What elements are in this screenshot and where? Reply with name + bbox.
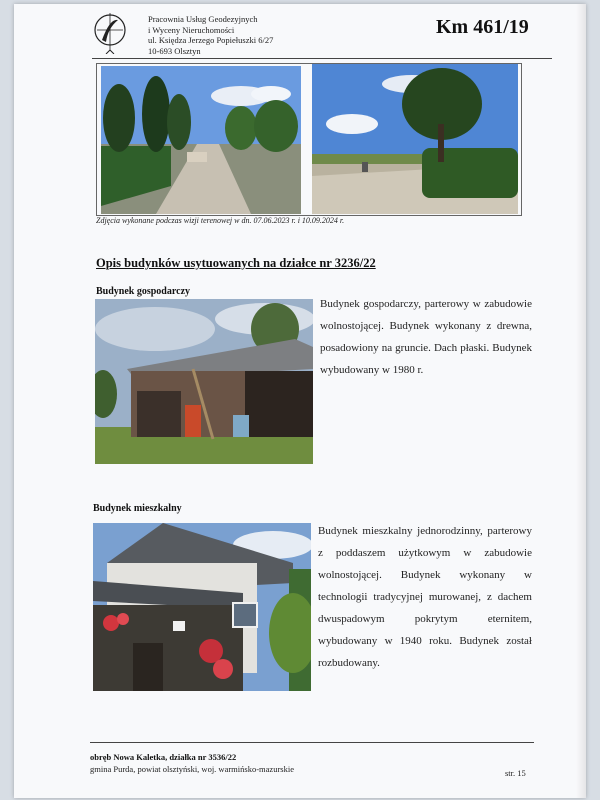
building-description-residential: Budynek mieszkalny jednorodzinny, parterowy z poddaszem użytkowym w zabudowie wolnostojącej. Budynek wykonany w technologii tradycyjnej murowanej, z dachem dwuspadowym pokrytym eternitem, wybudowany w 1940 roku. Budynek został rozbudowany. — [318, 525, 532, 669]
photo-residential-building — [93, 523, 311, 691]
header-rule — [92, 58, 552, 59]
footer-district: gmina Purda, powiat olsztyński, woj. warmińsko-mazurskie — [90, 764, 294, 774]
building-title-utility: Budynek gospodarczy — [96, 286, 191, 297]
firm-line: ul. Księdza Jerzego Popiełuszki 6/27 — [148, 35, 274, 45]
firm-line: 10-693 Olsztyn — [148, 45, 201, 56]
building-title-residential: Budynek mieszkalny — [93, 503, 182, 514]
firm-line: Pracownia Usług Geodezyjnych — [148, 14, 258, 24]
page-fold-shadow — [576, 4, 586, 798]
building-description-utility: Budynek gospodarczy, parterowy w zabudowie wolnostojącej. Budynek wykonany z drewna, posadowiony na gruncie. Dach płaski. Budynek wybudowany w 1980 r. — [320, 298, 532, 376]
footer-location: obręb Nowa Kaletka, działka nr 3536/22 — [90, 752, 237, 762]
firm-address — [148, 14, 273, 56]
company-logo — [92, 10, 128, 54]
firm-line: i Wyceny Nieruchomości — [148, 24, 235, 35]
page-number: str. 15 — [505, 768, 526, 778]
section-title: Opis budynków usytuowanych na działce nr 3236/22 — [96, 256, 376, 270]
photos-caption: Zdjęcia wykonane podczas wizji terenowej w dn. 07.06.2023 r. i 10.09.2024 r. — [96, 216, 345, 225]
photo-road-1 — [101, 66, 301, 214]
footer-rule — [90, 742, 534, 743]
km-number: Km 461/19 — [436, 16, 529, 38]
photo-road-2 — [312, 64, 518, 214]
photo-utility-building — [95, 299, 313, 464]
